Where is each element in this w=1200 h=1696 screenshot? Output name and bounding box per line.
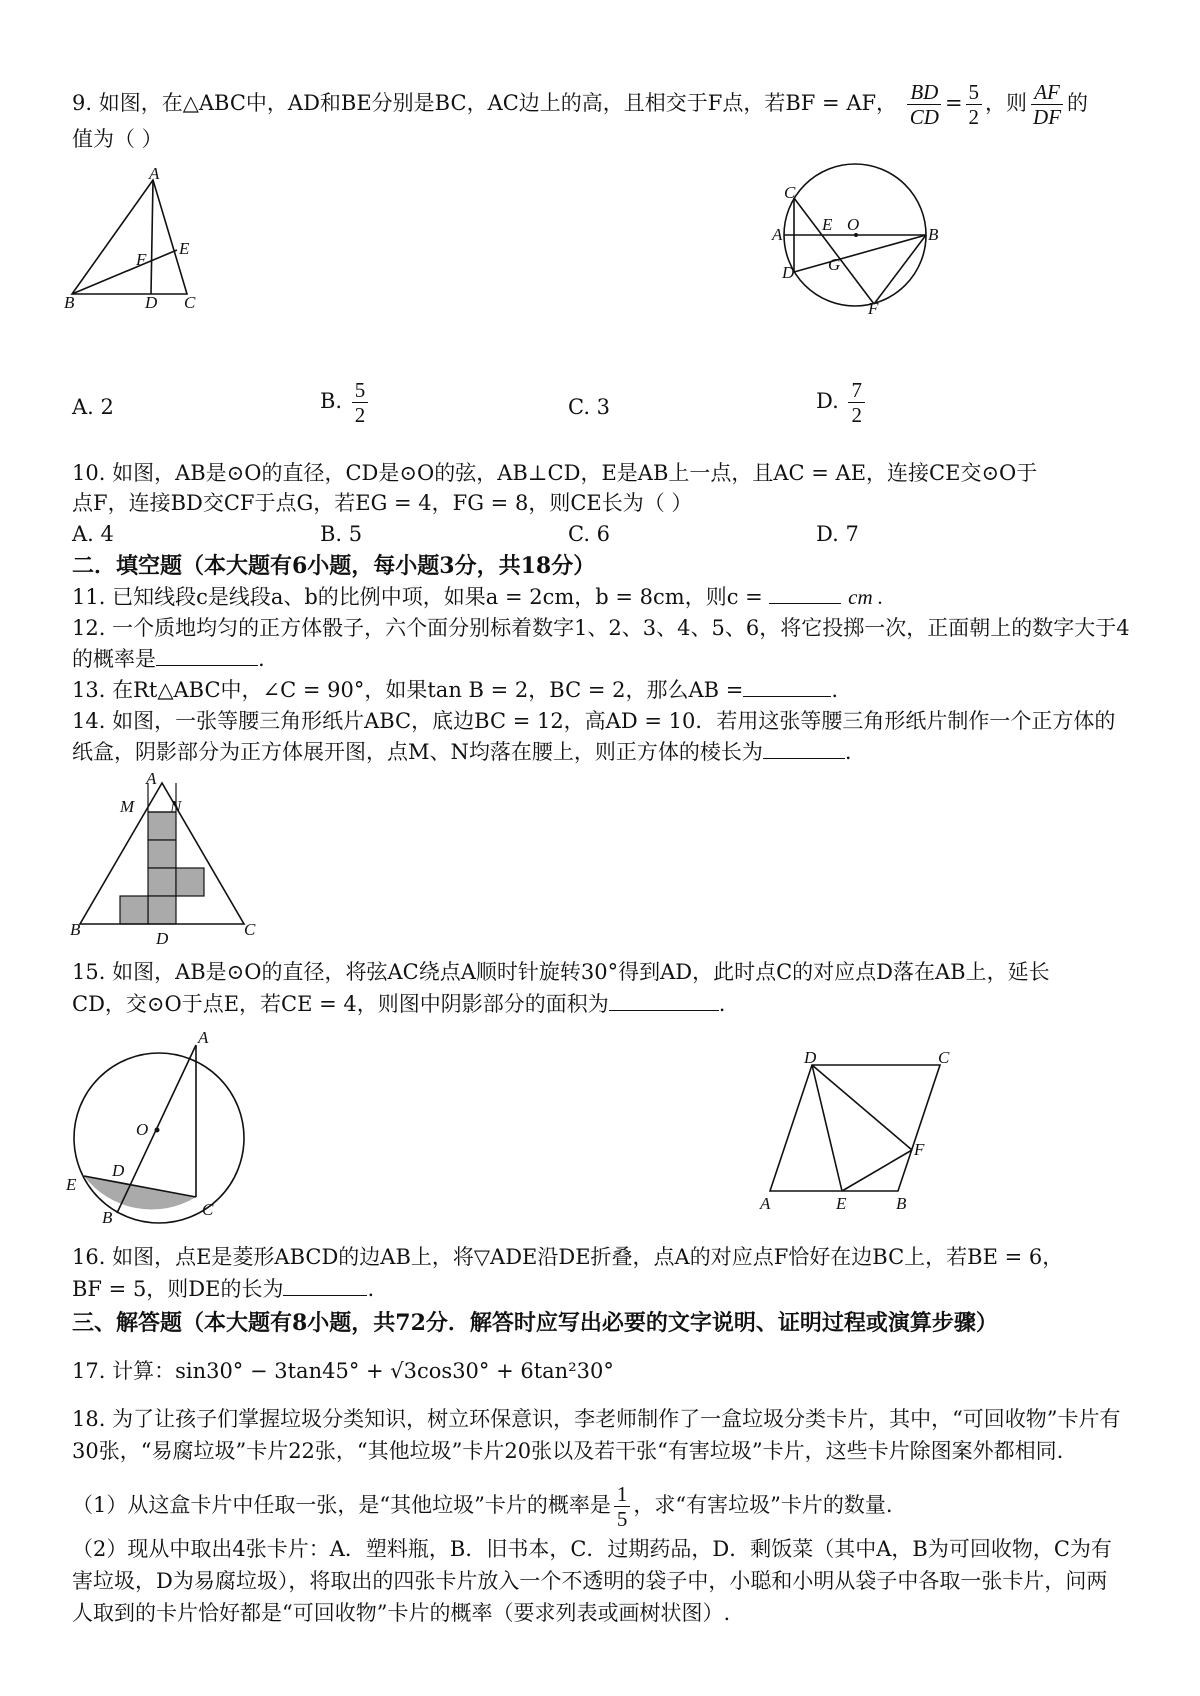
frac-num: 7 bbox=[848, 378, 865, 403]
label-c: C bbox=[784, 183, 796, 202]
label-d: D bbox=[145, 293, 158, 312]
label-e: E bbox=[66, 1175, 77, 1194]
q9-text: 9. 如图，在△ABC中，AD和BE分别是BC，AC边上的高，且相交于F点，若BF = AF， bbox=[72, 91, 898, 115]
answer-blank bbox=[283, 1275, 367, 1296]
q10-option-d: D. 7 bbox=[816, 522, 859, 546]
option-letter: D. bbox=[816, 389, 839, 413]
rhombus-abcd bbox=[770, 1065, 940, 1191]
label-a: A bbox=[760, 1194, 771, 1213]
label-b: B bbox=[70, 920, 81, 939]
label-e: E bbox=[836, 1194, 847, 1213]
frac-num: AF bbox=[1031, 80, 1063, 105]
net-square bbox=[120, 896, 148, 924]
segment-cf bbox=[794, 198, 874, 304]
section-2-heading: 二．填空题（本大题有6小题，每小题3分，共18分） bbox=[72, 553, 596, 579]
label-c: C bbox=[202, 1200, 214, 1219]
q18-fraction bbox=[614, 1482, 631, 1531]
frac-den: 2 bbox=[968, 105, 980, 129]
option-fraction bbox=[848, 378, 865, 427]
label-f: F bbox=[868, 299, 879, 318]
answer-blank bbox=[763, 738, 845, 759]
frac-num: 5 bbox=[966, 80, 983, 105]
label-b: B bbox=[896, 1194, 907, 1213]
segment-bd bbox=[794, 235, 926, 272]
label-b: B bbox=[102, 1208, 113, 1227]
label-b: B bbox=[64, 293, 75, 312]
q11-unit: cm . bbox=[848, 585, 884, 609]
triangle-abc bbox=[72, 180, 187, 294]
frac-num: 5 bbox=[352, 378, 369, 403]
q9-fraction-5-2 bbox=[966, 80, 983, 129]
q16-line1: 16. 如图，点E是菱形ABCD的边AB上，将▽ADE沿DE折叠，点A的对应点F恰好在边BC上，若BE = 6， bbox=[72, 1245, 1064, 1269]
frac-num: 1 bbox=[614, 1482, 631, 1507]
q18-part1 bbox=[72, 1482, 893, 1531]
q18-part2-line3: 人取到的卡片恰好都是“可回收物”卡片的概率（要求列表或画树状图）. bbox=[72, 1601, 731, 1625]
frac-den: CD bbox=[909, 105, 939, 129]
q12-end: . bbox=[258, 647, 265, 671]
segment-ef bbox=[842, 1150, 912, 1191]
label-c: C bbox=[244, 920, 256, 939]
label-a: A bbox=[146, 769, 157, 788]
q10-line1: 10. 如图，AB是⊙O的直径，CD是⊙O的弦，AB⊥CD，E是AB上一点，且AC = AE，连接CE交⊙O于 bbox=[72, 461, 1038, 485]
q18-part2-line2: 害垃圾，D为易腐垃圾），将取出的四张卡片放入一个不透明的袋子中，小聪和小明从袋子中各取一张卡片，问两 bbox=[72, 1569, 1108, 1593]
q9-option-b bbox=[320, 378, 371, 427]
answer-blank bbox=[609, 990, 719, 1011]
q10-option-a: A. 4 bbox=[72, 522, 114, 546]
q16-text: BF = 5，则DE的长为 bbox=[72, 1277, 284, 1301]
option-letter: B. bbox=[320, 389, 343, 413]
label-a: A bbox=[772, 225, 783, 244]
q16-line2 bbox=[72, 1274, 374, 1304]
q10-option-c: C. 6 bbox=[568, 522, 611, 546]
altitude-ad bbox=[151, 180, 153, 294]
section-3-heading: 三、解答题（本大题有8小题，共72分．解答时应写出必要的文字说明、证明过程或演算步骤） bbox=[72, 1310, 998, 1336]
q9-line1 bbox=[72, 80, 1088, 129]
label-e: E bbox=[822, 215, 833, 234]
label-f: F bbox=[914, 1140, 925, 1159]
q11-text: 11. 已知线段c是线段a、b的比例中项，如果a = 2cm，b = 8cm，则c = bbox=[72, 585, 763, 609]
q14-end: . bbox=[844, 740, 852, 764]
frac-den: 2 bbox=[354, 403, 366, 427]
answer-blank bbox=[769, 583, 841, 604]
q9-option-c: C. 3 bbox=[568, 395, 611, 419]
label-a: A bbox=[198, 1028, 209, 1047]
q13-text: 13. 在Rt△ABC中，∠C = 90°，如果tan B = 2，BC = 2，那么AB = bbox=[72, 678, 744, 702]
q9-fraction-af-df bbox=[1030, 80, 1064, 129]
q10-option-b: B. 5 bbox=[320, 522, 363, 546]
label-m: M bbox=[120, 797, 135, 816]
q9-tail: 的 bbox=[1067, 91, 1089, 115]
label-d: D bbox=[156, 929, 169, 948]
q11 bbox=[72, 582, 883, 612]
center-dot bbox=[155, 1128, 160, 1133]
q15-text: CD，交⊙O于点E，若CE = 4，则图中阴影部分的面积为 bbox=[72, 992, 609, 1016]
label-b: B bbox=[928, 225, 939, 244]
q10-line2: 点F，连接BD交CF于点G，若EG = 4，FG = 8，则CE长为（ ） bbox=[72, 491, 693, 515]
frac-den: 5 bbox=[616, 1507, 628, 1531]
q15-end: . bbox=[718, 992, 726, 1016]
label-d: D bbox=[804, 1048, 817, 1067]
net-square bbox=[148, 868, 176, 896]
label-a: A bbox=[149, 164, 160, 183]
label-c: C bbox=[938, 1048, 950, 1067]
q18-part1-post: ，求“有害垃圾”卡片的数量. bbox=[633, 1493, 893, 1517]
segment-bf bbox=[874, 235, 926, 304]
segment-df bbox=[812, 1065, 912, 1150]
frac-den: 2 bbox=[851, 403, 862, 427]
label-o: O bbox=[847, 215, 860, 234]
q18-line2: 30张，“易腐垃圾”卡片22张，“其他垃圾”卡片20张以及若干张“有害垃圾”卡片，这些卡片除图案外都相同. bbox=[72, 1439, 1064, 1463]
option-fraction bbox=[352, 378, 369, 427]
net-square bbox=[148, 812, 176, 840]
label-d: D bbox=[782, 263, 795, 282]
label-g: G bbox=[828, 255, 841, 274]
q9-option-a: A. 2 bbox=[72, 395, 114, 419]
q14-text: 纸盒，阴影部分为正方体展开图，点M、N均落在腰上，则正方体的棱长为 bbox=[72, 740, 763, 764]
label-f: F bbox=[136, 250, 147, 269]
segment-de bbox=[812, 1065, 842, 1191]
answer-blank bbox=[156, 645, 258, 666]
q9-line2: 值为（ ） bbox=[72, 127, 163, 151]
net-square bbox=[148, 896, 176, 924]
label-n: N bbox=[170, 797, 182, 816]
q13-end: . bbox=[831, 678, 839, 702]
q12-text: 的概率是 bbox=[72, 647, 156, 671]
q12-line2 bbox=[72, 644, 265, 674]
label-e: E bbox=[179, 239, 190, 258]
label-d: D bbox=[112, 1161, 125, 1180]
q9-fraction-bd-cd bbox=[907, 80, 942, 129]
q17: 17. 计算：sin30° − 3tan45° + √3cos30° + 6tan²30° bbox=[72, 1359, 614, 1383]
q9-then: ，则 bbox=[985, 91, 1028, 115]
net-square bbox=[176, 868, 204, 896]
q13 bbox=[72, 675, 838, 705]
q18-part2-line1: （2）现从中取出4张卡片：A．塑料瓶，B．旧书本，C．过期药品，D．剩饭菜（其中A，B为可回收物，C为有 bbox=[72, 1537, 1112, 1561]
q16-end: . bbox=[367, 1277, 375, 1301]
q18-line1: 18. 为了让孩子们掌握垃圾分类知识，树立环保意识，李老师制作了一盒垃圾分类卡片，其中，“可回收物”卡片有 bbox=[72, 1407, 1121, 1431]
label-o: O bbox=[136, 1120, 149, 1139]
net-square bbox=[148, 840, 176, 868]
q9-triangle-figure bbox=[60, 164, 220, 318]
label-c: C bbox=[184, 293, 196, 312]
answer-blank bbox=[743, 676, 831, 697]
frac-den: DF bbox=[1033, 105, 1062, 129]
q14-line2 bbox=[72, 737, 852, 767]
frac-num: BD bbox=[907, 80, 941, 105]
q15-line1: 15. 如图，AB是⊙O的直径，将弦AC绕点A顺时针旋转30°得到AD，此时点C的对应点D落在AB上，延长 bbox=[72, 960, 1050, 984]
q9-option-d bbox=[816, 378, 868, 427]
q14-line1: 14. 如图，一张等腰三角形纸片ABC，底边BC = 12，高AD = 10．若用这张等腰三角形纸片制作一个正方体的 bbox=[72, 709, 1116, 733]
q12-line1: 12. 一个质地均匀的正方体骰子，六个面分别标着数字1、2、3、4、5、6，将它投掷一次，正面朝上的数字大于4 bbox=[72, 616, 1130, 640]
shaded-region bbox=[84, 1176, 196, 1210]
q18-part1-pre: （1）从这盒卡片中任取一张，是“其他垃圾”卡片的概率是 bbox=[72, 1493, 611, 1517]
q15-circle-figure bbox=[62, 1030, 262, 1230]
q16-rhombus-figure bbox=[760, 1048, 960, 1215]
q15-line2 bbox=[72, 989, 725, 1019]
equals-sign: = bbox=[944, 91, 963, 115]
q14-triangle-net-figure bbox=[70, 769, 270, 948]
q10-circle-figure bbox=[770, 180, 950, 320]
